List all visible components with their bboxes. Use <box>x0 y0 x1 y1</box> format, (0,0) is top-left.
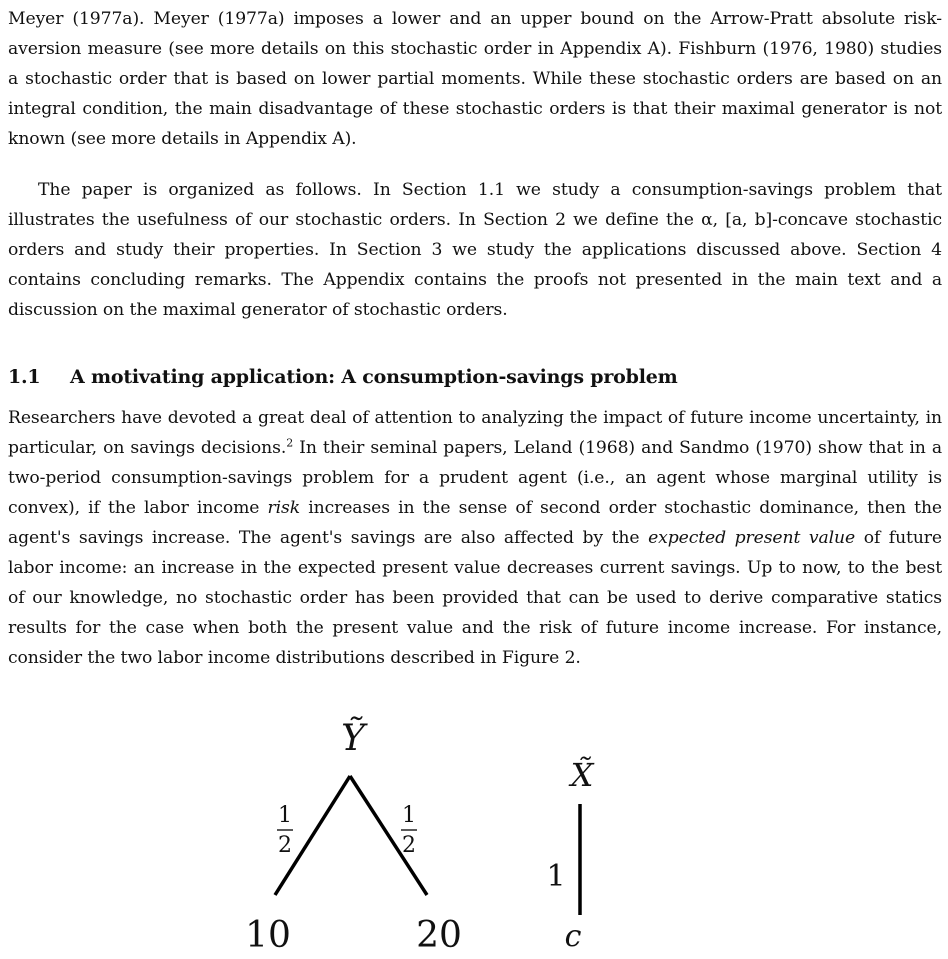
section-number: 1.1 <box>8 366 41 388</box>
paragraph-related-literature: Meyer (1977a). Meyer (1977a) imposes a lower and an upper bound on the Arrow-Pratt absolute risk-aversion measure (see more details on this stochastic order in Appendix A). Fishburn (1976, 1980) studies a stochastic order that is based on lower partial moments. While these stochastic orders are based on an integral condition, the main disadvantage of these stochastic orders is that their maximal generator is not known (see more details in Appendix A). <box>8 9 942 149</box>
paragraph-motivation: Researchers have devoted a great deal of attention to analyzing the impact of future income uncertainty, in particular, on savings decisions.$^2$ In their seminal papers, Leland (1968) and Sandmo (1970) show that in a two-period consumption-savings problem for a prudent agent (i.e., an agent whose marginal utility is convex), if the labor income risk increases in the sense of second order stochastic dominance, then the agent's savings increase. The agent's savings are also affected by the expected present value of future labor income: an increase in the expected present value decreases current savings. Up to now, to the best of our knowledge, no stochastic order has been provided that can be used to derive comparative statics results for the case when both the present value and the risk of future income increase. For instance, consider the two labor income distributions described in Figure 2. <box>8 408 943 668</box>
tree-y-left-prob-numerator: 1 <box>278 803 292 828</box>
tree-y-right-prob-numerator: 1 <box>402 803 416 828</box>
tree-x-prob: 1 <box>546 859 566 894</box>
paragraph-organization: The paper is organized as follows. In Section 1.1 we study a consumption-savings problem that illustrates the usefulness of our stochastic orders. In Section 2 we define the α, [a, b]-concave stochastic orders and study their properties. In Section 3 we study the applications discussed above. Section 4 contains concluding remarks. The Appendix contains the proofs not presented in the main text and a discussion on the maximal generator of stochastic orders. <box>8 180 942 320</box>
tree-y-right-outcome: 20 <box>416 915 462 955</box>
tree-y-left-outcome: 10 <box>245 915 291 955</box>
section-heading <box>8 366 678 388</box>
figure-tree-diagrams <box>0 690 948 955</box>
emphasis-risk: risk <box>267 498 301 518</box>
emphasis-expected-present-value: expected present value <box>648 528 856 548</box>
footnote-marker: 2 <box>286 436 294 450</box>
figure-income-distributions <box>0 690 948 955</box>
tree-x-outcome: c <box>564 919 582 954</box>
tree-x-label: X̃ <box>570 756 594 794</box>
tree-y-left-prob-denominator: 2 <box>278 833 292 858</box>
tree-y-label: Ỹ <box>341 718 365 759</box>
section-title: A motivating application: A consumption-savings problem <box>70 366 678 388</box>
tree-y-right-prob-denominator: 2 <box>402 833 416 858</box>
